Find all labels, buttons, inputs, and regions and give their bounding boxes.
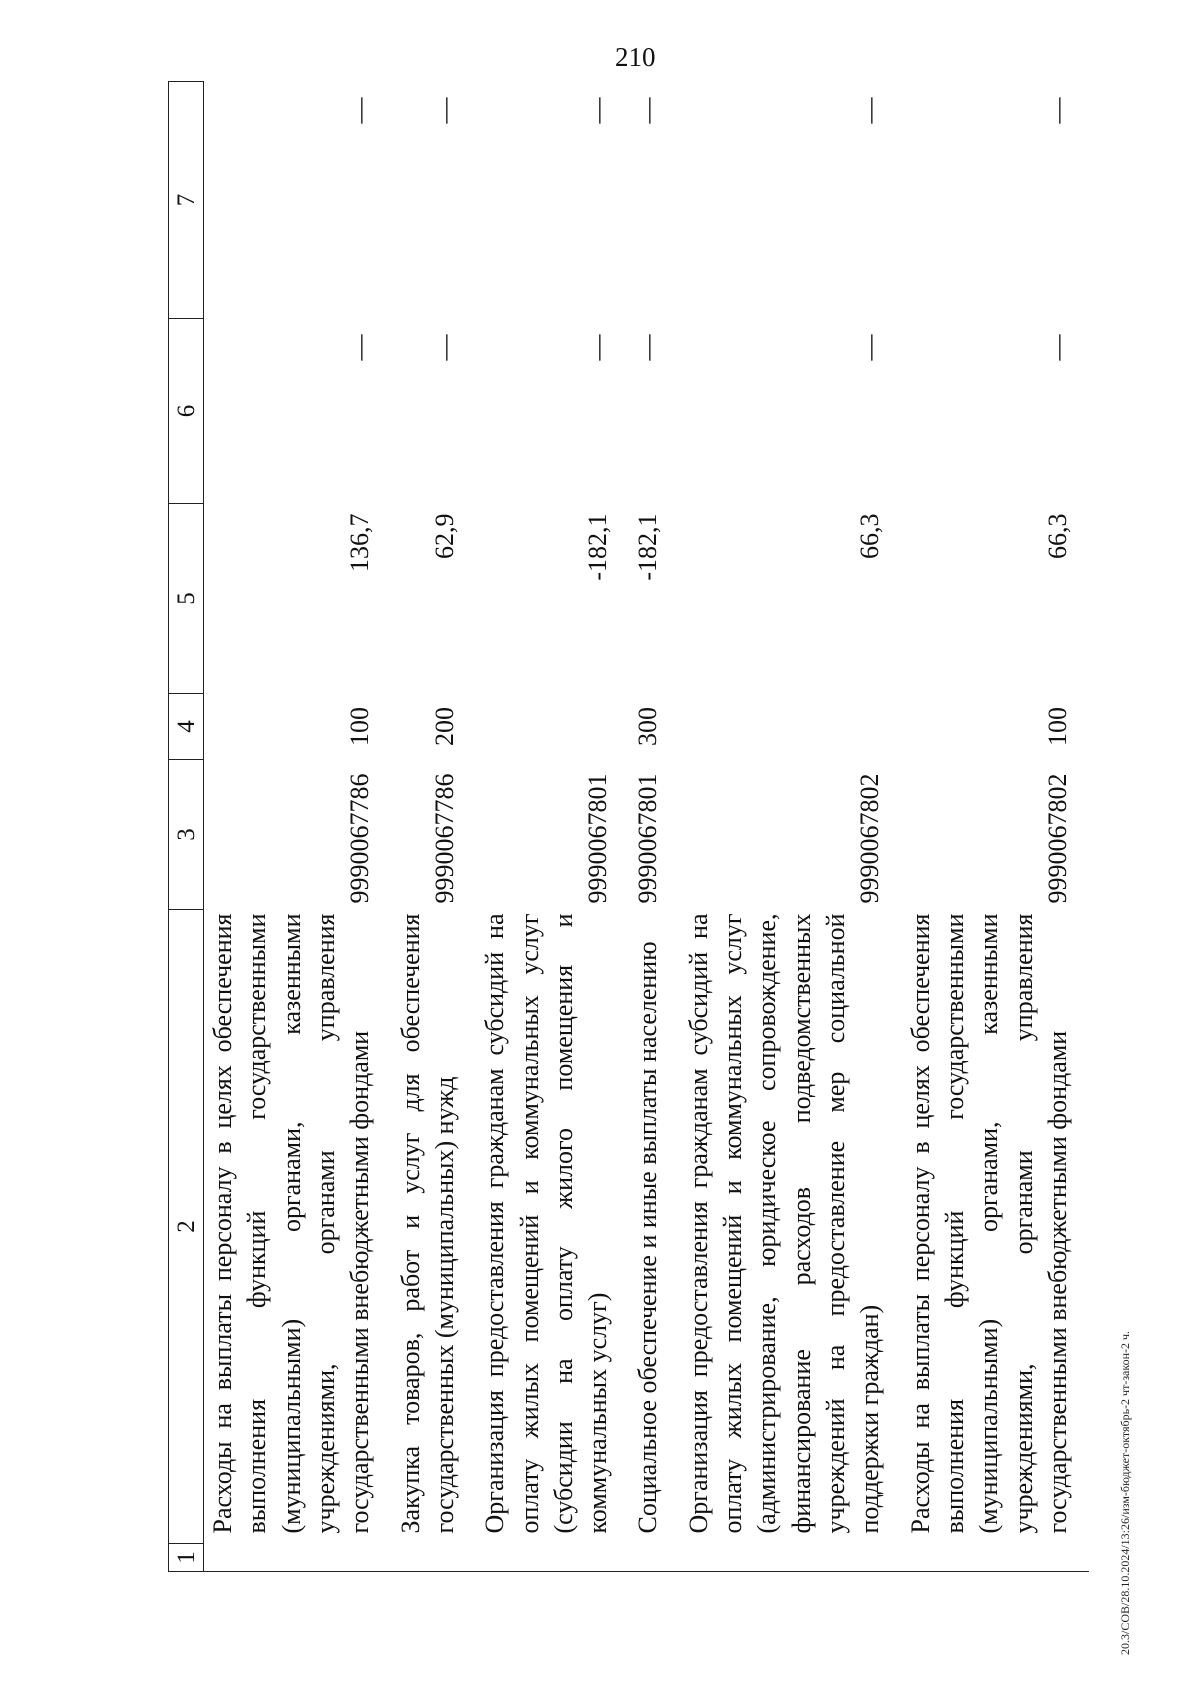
row-margin-cell bbox=[902, 1544, 1090, 1572]
table-row bbox=[204, 82, 392, 1572]
row-amount: -182,1 bbox=[583, 513, 613, 581]
table-row bbox=[902, 82, 1090, 1572]
page-number: 210 bbox=[615, 42, 656, 72]
row-expense-type: 200 bbox=[429, 707, 459, 746]
row-description: Организация предоставления гражданам субсидий на оплату жилых помещений и коммунальных услуг (субсидии на оплату жилого помещения и коммунальных услуг) bbox=[480, 913, 613, 1534]
row-amount: 136,7 bbox=[345, 513, 375, 572]
row-expense-type bbox=[680, 694, 902, 760]
row-margin-cell bbox=[629, 1544, 679, 1572]
row-col7-dash: — bbox=[1042, 97, 1072, 124]
row-col7-dash: — bbox=[583, 97, 613, 124]
header-col-6: 6 bbox=[169, 319, 204, 504]
row-expense-type: 100 bbox=[1042, 707, 1072, 746]
row-margin-cell bbox=[680, 1544, 902, 1572]
table-row bbox=[629, 82, 679, 1572]
row-margin-cell bbox=[476, 1544, 629, 1572]
row-col6-dash: — bbox=[345, 334, 375, 361]
row-amount: 62,9 bbox=[429, 513, 459, 559]
row-col6-dash: — bbox=[583, 334, 613, 361]
row-description: Расходы на выплаты персоналу в целях обеспечения выполнения функций государственными (муниципальными) органами, казенными учреждениями, органами управления государственными внебюджетными фондами bbox=[208, 913, 375, 1534]
header-col-1: 1 bbox=[169, 1544, 204, 1572]
row-col7-dash: — bbox=[855, 97, 885, 124]
table-row bbox=[680, 82, 902, 1572]
row-code: 9990067786 bbox=[345, 773, 375, 904]
row-amount: 66,3 bbox=[855, 513, 885, 559]
row-col6-cell bbox=[629, 319, 679, 504]
row-expense-type: 300 bbox=[633, 707, 663, 746]
row-code: 9990067786 bbox=[429, 773, 459, 904]
row-description: Организация предоставления гражданам субсидий на оплату жилых помещений и коммунальных услуг (администрирование, юридическое сопровождение, финансирование расходов подведомственных учреждений на предоставление мер социальной поддержки граждан) bbox=[683, 913, 885, 1534]
row-expense-type: 100 bbox=[345, 707, 375, 746]
header-col-5: 5 bbox=[169, 504, 204, 694]
row-margin-cell bbox=[392, 1544, 477, 1572]
table-header-row bbox=[169, 82, 204, 1572]
row-col6-dash: — bbox=[1042, 334, 1072, 361]
row-col7-cell bbox=[204, 82, 392, 319]
table-row bbox=[392, 82, 477, 1572]
row-col6-cell bbox=[392, 319, 477, 504]
row-amount: -182,1 bbox=[633, 513, 663, 581]
row-col6-dash: — bbox=[633, 334, 663, 361]
row-col7-cell bbox=[902, 82, 1090, 319]
budget-table bbox=[168, 81, 1089, 1572]
row-col6-cell bbox=[680, 319, 902, 504]
row-col7-cell bbox=[629, 82, 679, 319]
row-col7-dash: — bbox=[633, 97, 663, 124]
header-col-2: 2 bbox=[169, 910, 204, 1544]
row-col7-cell bbox=[392, 82, 477, 319]
row-code: 9990067802 bbox=[1042, 773, 1072, 904]
row-code: 9990067802 bbox=[855, 773, 885, 904]
row-description: Расходы на выплаты персоналу в целях обеспечения выполнения функций государственными (муниципальными) органами, казенными учреждениями, органами управления государственными внебюджетными фондами bbox=[905, 913, 1072, 1534]
row-code: 9990067801 bbox=[583, 773, 613, 904]
rotated-table-container bbox=[168, 82, 1072, 1572]
row-col6-cell bbox=[204, 319, 392, 504]
header-col-4: 4 bbox=[169, 694, 204, 760]
row-col6-dash: — bbox=[855, 334, 885, 361]
row-col6-cell bbox=[902, 319, 1090, 504]
row-code: 9990067801 bbox=[633, 773, 663, 904]
row-col7-cell bbox=[680, 82, 902, 319]
header-col-7: 7 bbox=[169, 82, 204, 319]
footer-document-code: 20.3/СОВ/28.10.2024/13:26/изм-бюджет-октябрь-2 чт-закон-2 ч. bbox=[1118, 1330, 1132, 1655]
table-row bbox=[476, 82, 629, 1572]
row-col7-dash: — bbox=[345, 97, 375, 124]
header-col-3: 3 bbox=[169, 760, 204, 910]
row-description: Социальное обеспечение и иные выплаты населению bbox=[633, 941, 663, 1534]
row-col7-cell bbox=[476, 82, 629, 319]
row-margin-cell bbox=[204, 1544, 392, 1572]
row-col6-cell bbox=[476, 319, 629, 504]
row-description: Закупка товаров, работ и услуг для обеспечения государственных (муниципальных) нужд bbox=[395, 913, 459, 1534]
row-expense-type bbox=[476, 694, 629, 760]
row-amount: 66,3 bbox=[1042, 513, 1072, 559]
row-col7-dash: — bbox=[429, 97, 459, 124]
row-col6-dash: — bbox=[429, 334, 459, 361]
